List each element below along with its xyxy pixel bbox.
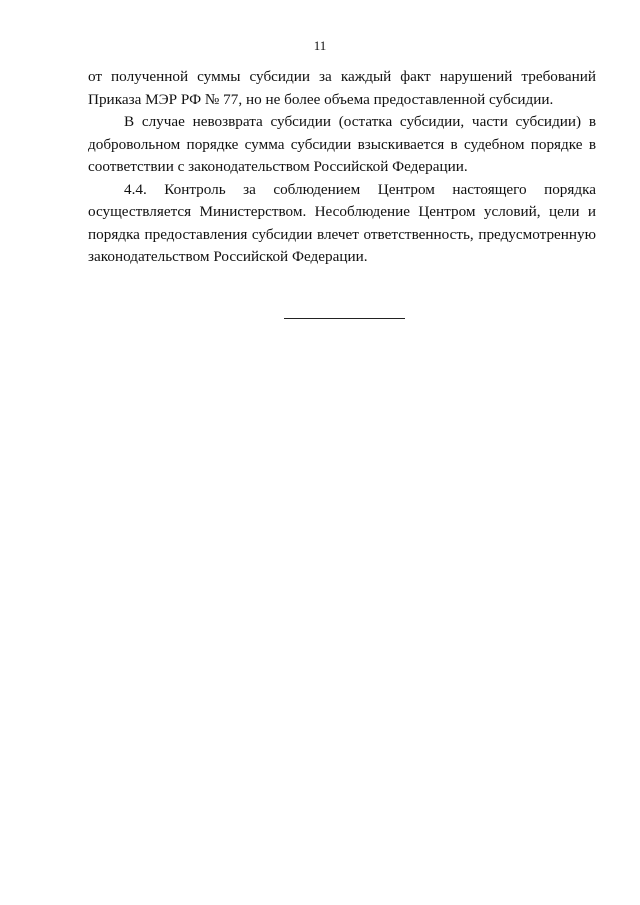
document-body [88,66,596,269]
end-of-document-rule [284,318,405,319]
page-number: 11 [313,38,327,53]
paragraph-non-return: В случае невозврата субсидии (остатка субсидии, части субсидии) в добровольном порядке сумма субсидии взыскивается в судебном порядке в соответствии с законодательством Российской Федерации. [88,113,596,175]
paragraph-control-4-4: 4.4. Контроль за соблюдением Центром настоящего порядка осуществляется Министерством. Несоблюдение Центром условий, цели и порядка предоставления субсидии влечет ответственность, предусмотренную законодательством Российской Федерации. [88,180,596,265]
paragraph-penalty-continuation: от полученной суммы субсидии за каждый факт нарушений требований Приказа МЭР РФ № 77, но не более объема предоставленной субсидии. [88,68,596,108]
